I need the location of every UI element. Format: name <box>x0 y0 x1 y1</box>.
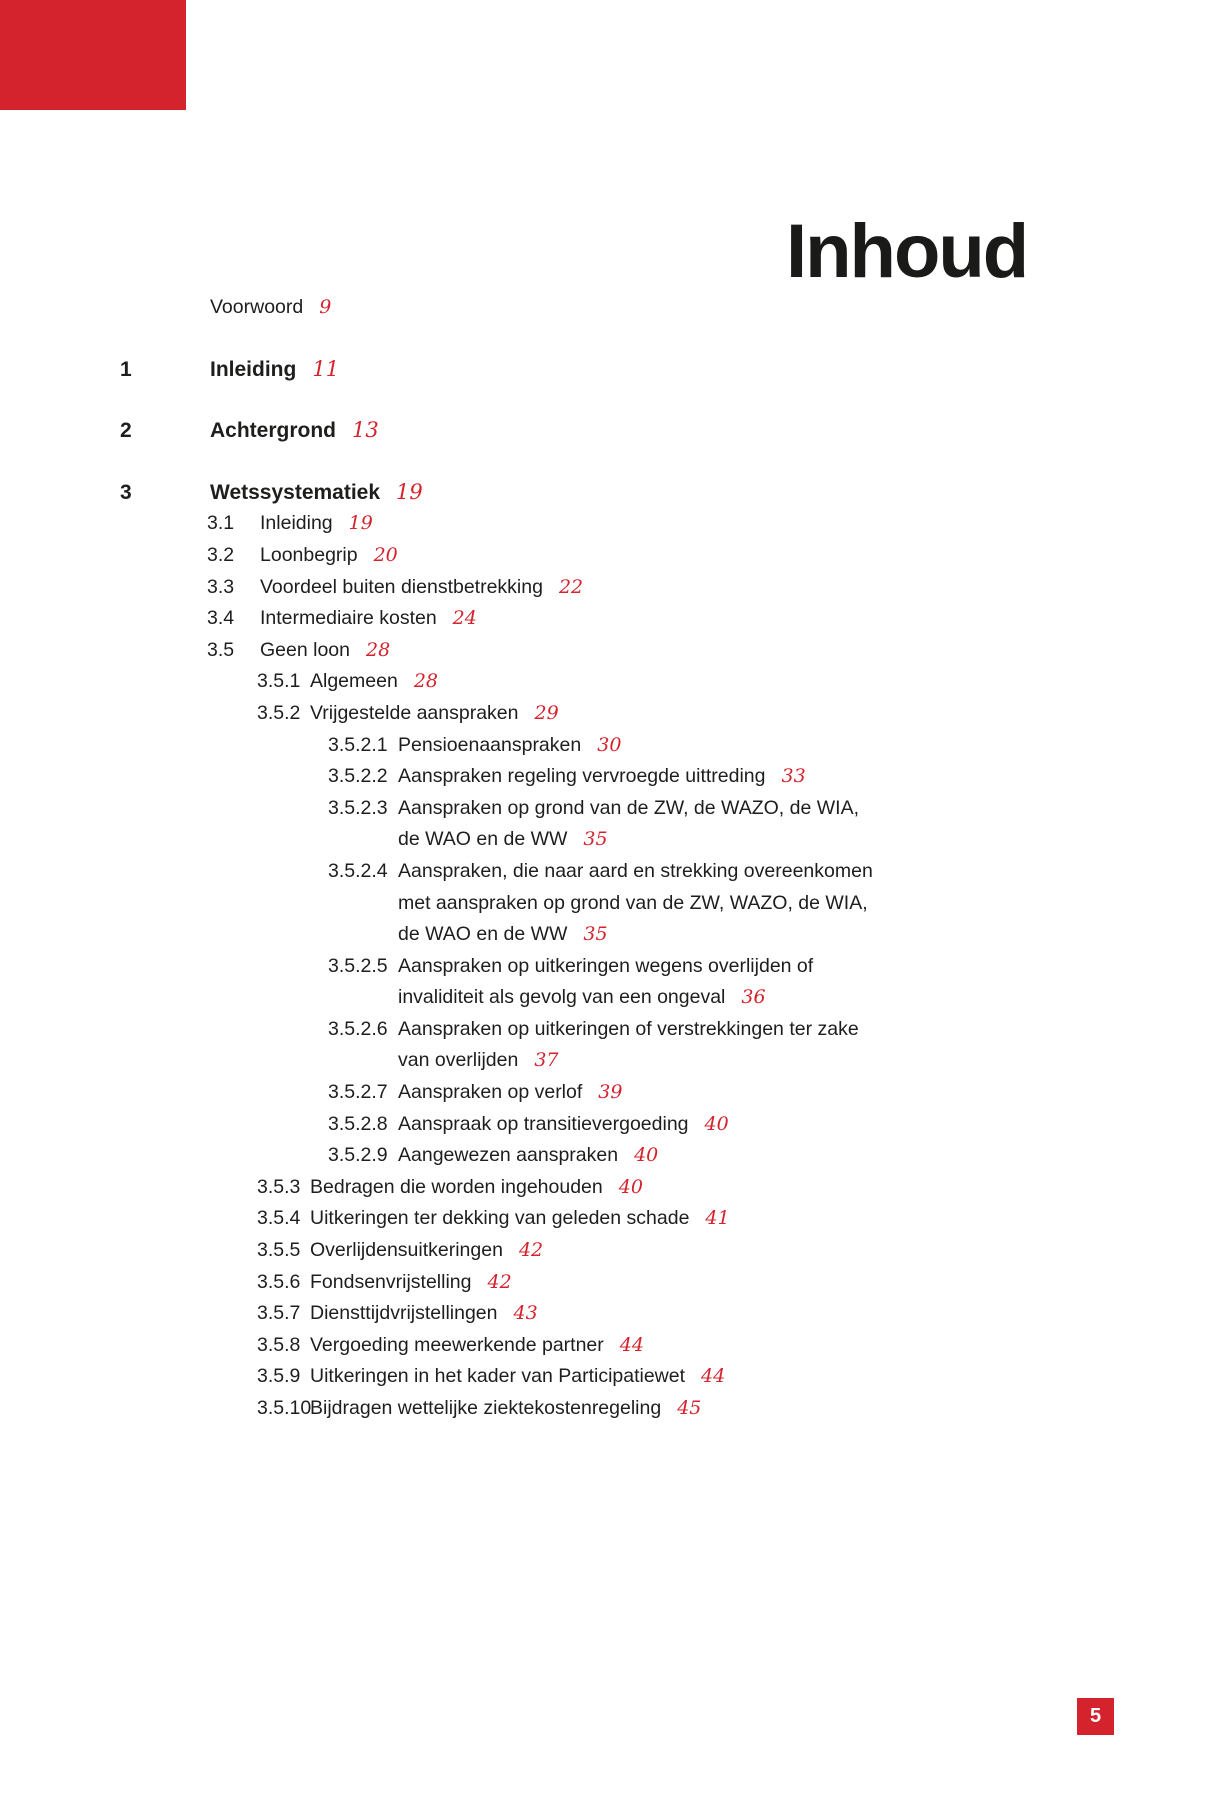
toc-entry-line: Loonbegrip 20 <box>260 543 398 566</box>
toc-entry <box>0 698 1000 730</box>
page-number: 5 <box>1089 1705 1102 1727</box>
toc-entry <box>0 761 1000 793</box>
toc-entry-number: 3.5.2.6 <box>328 1017 388 1040</box>
toc-entry <box>0 1109 1000 1141</box>
toc-entry-line: Wetssystematiek 19 <box>210 479 423 504</box>
toc-entry-page: 42 <box>487 1270 512 1293</box>
toc-entry-number: 3.2 <box>207 543 235 566</box>
toc-entry-number: 3.5.8 <box>257 1333 301 1356</box>
toc-entry-text <box>310 1330 1000 1362</box>
toc-entry-page: 30 <box>597 733 622 756</box>
toc-entry-line: Aanspraken, die naar aard en strekking overeenkomen <box>398 859 873 882</box>
toc-entry-number: 3.5.2.3 <box>328 796 388 819</box>
toc-entry-line: Achtergrond 13 <box>210 418 379 443</box>
toc-entry-page: 40 <box>704 1112 729 1135</box>
toc-entry-text <box>260 540 1000 572</box>
toc-entry-line: de WAO en de WW 35 <box>398 828 608 851</box>
toc-entry <box>0 1140 1000 1172</box>
toc-entry <box>0 292 1000 324</box>
toc-entry <box>0 1235 1000 1267</box>
toc-entry <box>0 1014 1000 1077</box>
toc-entry <box>0 415 1000 447</box>
toc-entry-line: Vergoeding meewerkende partner 44 <box>310 1333 644 1356</box>
toc-entry-page: 45 <box>677 1397 702 1419</box>
toc-entry-number: 3.5.6 <box>257 1270 301 1293</box>
toc-entry <box>0 1077 1000 1109</box>
toc-entry-number: 3.4 <box>207 607 235 630</box>
toc-entry-page: 11 <box>312 356 340 381</box>
toc-entry-text <box>310 666 1000 698</box>
toc-entry-line: met aanspraken op grond van de ZW, WAZO, de WIA, <box>398 891 868 914</box>
toc-entry-number: 3.5.10 <box>257 1397 312 1419</box>
toc-entry-text <box>210 477 1000 509</box>
toc-entry-line: Voorwoord 9 <box>210 296 332 318</box>
toc-entry-page: 22 <box>558 575 584 598</box>
toc-entry <box>0 1330 1000 1362</box>
toc-entry-page: 42 <box>518 1239 544 1262</box>
toc-entry-page: 33 <box>781 765 806 788</box>
toc-entry-number: 2 <box>120 419 132 443</box>
toc-entry-line: Aanspraken op uitkeringen wegens overlijden of <box>398 954 814 977</box>
toc-entry-line: Bijdragen wettelijke ziektekostenregeling 45 <box>310 1397 702 1419</box>
toc-entry-page: 39 <box>598 1081 623 1104</box>
toc-entry-number: 3.5.2.2 <box>328 765 388 788</box>
toc-entry-line: Inleiding 11 <box>210 356 340 381</box>
toc-entry <box>0 1298 1000 1330</box>
toc-entry-text <box>310 1393 1000 1425</box>
toc-entry-page: 28 <box>413 670 438 693</box>
toc-entry-text <box>310 1203 1000 1235</box>
toc-entry-number: 3.5.7 <box>257 1302 301 1325</box>
toc-entry-text <box>398 761 1000 793</box>
toc-entry-line: Algemeen 28 <box>310 670 438 693</box>
toc-entry-text <box>210 354 1000 386</box>
toc-entry-page: 35 <box>583 923 608 946</box>
toc-entry-page: 19 <box>348 512 373 535</box>
toc-entry-page: 37 <box>534 1049 559 1072</box>
toc-entry-number: 3.5.2.4 <box>328 859 388 882</box>
toc-entry-text <box>398 1077 1000 1109</box>
toc-entry-line: Fondsenvrijstelling 42 <box>310 1270 512 1293</box>
toc-entry-page: 19 <box>396 479 423 504</box>
toc-entry-text <box>310 1235 1000 1267</box>
toc-entry-line: Aanspraken op uitkeringen of verstrekkingen ter zake <box>398 1017 859 1040</box>
toc-entry <box>0 572 1000 604</box>
toc-entry <box>0 603 1000 635</box>
toc-entry-text <box>310 698 1000 730</box>
toc-entry-line: Aanspraken op grond van de ZW, de WAZO, de WIA, <box>398 796 859 819</box>
page-number-badge <box>1077 1698 1114 1735</box>
toc-entry-number: 3.5.1 <box>257 670 301 693</box>
toc-entry-number: 3.5.5 <box>257 1239 301 1262</box>
toc-entry <box>0 1361 1000 1393</box>
toc-entry <box>0 540 1000 572</box>
toc-entry-number: 3.5.9 <box>257 1365 301 1388</box>
toc-entry-line: Uitkeringen in het kader van Participatiewet 44 <box>310 1365 726 1388</box>
toc-entry <box>0 1203 1000 1235</box>
toc-entry-page: 9 <box>319 296 332 318</box>
toc-entry-text <box>398 1014 1000 1077</box>
toc-entry-line: van overlijden 37 <box>398 1049 559 1072</box>
toc-entry-line: Aanspraken op verlof 39 <box>398 1081 623 1104</box>
toc-entry <box>0 793 1000 856</box>
toc-entry-line: Intermediaire kosten 24 <box>260 607 477 630</box>
toc-entry-line: Geen loon 28 <box>260 638 391 661</box>
toc-entry <box>0 635 1000 667</box>
toc-entry-number: 3.5 <box>207 638 235 661</box>
toc-entry-text <box>210 292 1000 324</box>
toc-entry-text <box>310 1361 1000 1393</box>
toc-entry-text <box>398 1140 1000 1172</box>
toc-entry-page: 24 <box>452 607 477 630</box>
toc-entry-number: 3.5.4 <box>257 1207 301 1230</box>
toc-entry-number: 3.5.2.5 <box>328 954 388 977</box>
toc-entry-text <box>398 1109 1000 1141</box>
toc-entry-text <box>398 730 1000 762</box>
toc-entry-line: Overlijdensuitkeringen 42 <box>310 1239 544 1262</box>
toc-entry-page: 20 <box>373 543 398 566</box>
toc-entry-number: 3.5.3 <box>257 1175 301 1198</box>
toc-entry-line: Pensioenaanspraken 30 <box>398 733 622 756</box>
toc-entry-text <box>398 951 1000 1014</box>
toc-entry-line: Uitkeringen ter dekking van geleden schade 41 <box>310 1207 730 1230</box>
toc-entry <box>0 508 1000 540</box>
toc-entry-text <box>210 415 1000 447</box>
toc-entry <box>0 951 1000 1014</box>
toc-entry-line: Bedragen die worden ingehouden 40 <box>310 1175 643 1198</box>
toc-entry-number: 3 <box>120 480 132 504</box>
page-title: Inhoud <box>786 208 1028 294</box>
toc-entry <box>0 477 1000 509</box>
toc-entry-page: 44 <box>619 1333 644 1356</box>
toc-entry-text <box>398 856 1000 951</box>
toc-entry-line: Aanspraak op transitievergoeding 40 <box>398 1112 729 1135</box>
table-of-contents <box>0 292 1000 1425</box>
toc-entry <box>0 354 1000 386</box>
toc-entry-number: 3.5.2.1 <box>328 733 388 756</box>
toc-entry-text <box>260 635 1000 667</box>
toc-entry-line: Diensttijdvrijstellingen 43 <box>310 1302 538 1325</box>
toc-entry-line: Aangewezen aanspraken 40 <box>398 1144 659 1167</box>
toc-entry-page: 29 <box>534 701 559 724</box>
toc-entry <box>0 1267 1000 1299</box>
toc-entry <box>0 1393 1000 1425</box>
toc-entry-number: 3.5.2.9 <box>328 1144 388 1167</box>
toc-entry-line: Vrijgestelde aanspraken 29 <box>310 701 559 724</box>
toc-entry-line: Aanspraken regeling vervroegde uittreding 33 <box>398 765 806 788</box>
toc-entry-text <box>260 603 1000 635</box>
toc-entry-text <box>310 1172 1000 1204</box>
toc-entry-page: 41 <box>705 1207 730 1230</box>
red-corner-banner <box>0 0 186 110</box>
toc-entry-line: de WAO en de WW 35 <box>398 923 608 946</box>
toc-entry-page: 36 <box>741 986 766 1009</box>
toc-entry-text <box>260 572 1000 604</box>
toc-entry-number: 1 <box>120 357 132 381</box>
toc-entry-text <box>398 793 1000 856</box>
toc-entry <box>0 730 1000 762</box>
toc-entry <box>0 856 1000 951</box>
toc-entry-number: 3.1 <box>207 512 235 535</box>
toc-entry-page: 40 <box>634 1144 659 1167</box>
toc-entry-page: 44 <box>701 1365 726 1388</box>
toc-entry-line: Inleiding 19 <box>260 512 373 535</box>
toc-entry-text <box>310 1267 1000 1299</box>
toc-entry-page: 40 <box>618 1175 643 1198</box>
toc-entry-page: 35 <box>583 828 608 851</box>
toc-entry-line: invaliditeit als gevolg van een ongeval 36 <box>398 986 766 1009</box>
toc-entry-text <box>260 508 1000 540</box>
toc-entry-number: 3.3 <box>207 575 235 598</box>
toc-entry-number: 3.5.2.8 <box>328 1112 388 1135</box>
toc-entry-page: 13 <box>352 418 379 443</box>
toc-entry-line: Voordeel buiten dienstbetrekking 22 <box>260 575 584 598</box>
toc-entry-number: 3.5.2.7 <box>328 1081 388 1104</box>
toc-entry-page: 43 <box>513 1302 538 1325</box>
toc-entry-number: 3.5.2 <box>257 701 301 724</box>
toc-entry <box>0 666 1000 698</box>
toc-entry <box>0 1172 1000 1204</box>
toc-entry-page: 28 <box>366 638 391 661</box>
toc-entry-text <box>310 1298 1000 1330</box>
